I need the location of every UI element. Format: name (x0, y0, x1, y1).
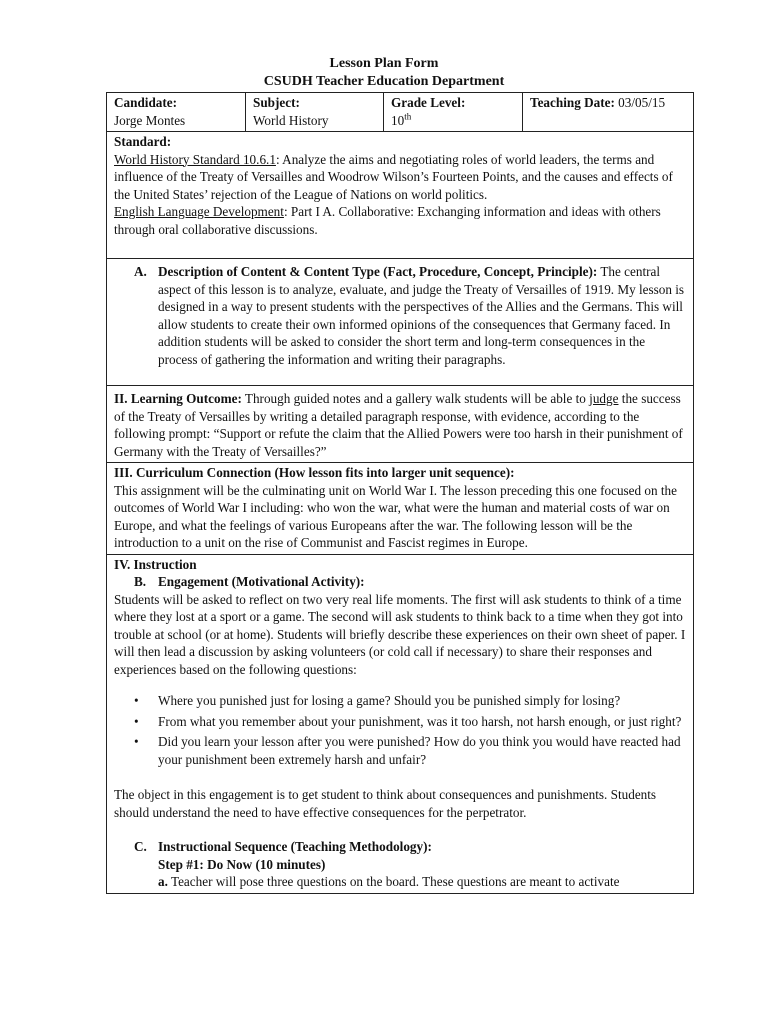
section-a-item (114, 263, 687, 368)
section-a-marker: A. (134, 264, 147, 279)
bullet-icon: • (134, 734, 139, 749)
section-iii-cell (107, 463, 694, 555)
date-label: Teaching Date: (530, 95, 615, 110)
bullet-icon: • (134, 693, 139, 708)
section-ii-paragraph (114, 390, 687, 460)
step-1-item-a (114, 873, 687, 891)
engagement-objective: The object in this engagement is to get student to think about consequences and punishments. Students should understand the need to have effective consequences for the perpetrator. (114, 787, 657, 820)
candidate-cell (107, 93, 246, 132)
section-a-cell (107, 259, 694, 386)
subject-cell (246, 93, 384, 132)
section-c-marker: C. (134, 839, 147, 854)
section-iv-cell (107, 554, 694, 893)
section-ii-text2: the success of the Treaty of Versailles by writing a detailed paragraph response, with evidence, according to the following prompt: “Support or refute the claim that the Allied Powers were too harsh in their punishment of Germany with the Treaty of Versailles?” (114, 391, 683, 459)
question-text: Where you punished just for losing a game? Should you be punished simply for losing? (158, 693, 621, 708)
judge-word: judge (589, 391, 619, 406)
section-iv-heading: IV. Instruction (114, 556, 197, 572)
info-row (107, 93, 694, 132)
department-title: CSUDH Teacher Education Department (263, 74, 505, 89)
world-history-standard (114, 151, 687, 204)
lesson-plan-document (106, 92, 693, 894)
grade-cell (384, 93, 523, 132)
list-item (114, 713, 687, 731)
question-list (114, 692, 687, 768)
grade-value: 10 (391, 112, 405, 128)
subject-value: World History (253, 112, 329, 128)
step-1-heading: Step #1: Do Now (10 minutes) (158, 856, 326, 872)
candidate-label: Candidate: (114, 95, 178, 110)
section-ii-cell (107, 386, 694, 463)
section-a-body: The central aspect of this lesson is to analyze, evaluate, and judge the Treaty of Versailles of 1919. My lesson is designed in a way to present students with the perspectives of the Allies and the Germans. This will allow students to create their own informed opinions of the consequences that Germany faced. In addition students will be asked to consider the short term and long-term consequences in the process of gathering the information and writing their paragraphs. (158, 264, 685, 367)
section-ii-heading: II. Learning Outcome: (114, 391, 242, 406)
form-title: Lesson Plan Form (329, 56, 439, 71)
lesson-plan-table (106, 92, 694, 894)
standard-row (107, 132, 694, 259)
section-ii-row (107, 386, 694, 463)
section-c-item (114, 838, 687, 856)
list-item (114, 692, 687, 710)
candidate-value: Jorge Montes (114, 112, 186, 128)
question-text: From what you remember about your punishment, was it too harsh, not harsh enough, or just right? (158, 713, 682, 729)
standard-cell (107, 132, 694, 259)
grade-label: Grade Level: (391, 95, 466, 110)
section-a-content (158, 263, 687, 368)
section-iii-row (107, 463, 694, 555)
section-iii-body: This assignment will be the culminating unit on World War I. The lesson preceding this one focused on the outcomes of World War I including: who won the war, what were the human and material costs of war on Europe, and what the feelings of various Europeans after the war. The following lesson will be the introduction to a unit on the rise of Communist and Fascist regimes in Europe. (114, 482, 678, 550)
subject-label: Subject: (253, 95, 300, 110)
list-item (114, 733, 687, 768)
section-ii-text1: Through guided notes and a gallery walk students will be able to (241, 391, 590, 406)
step-1-a-text: Teacher will pose three questions on the board. These questions are meant to activate (167, 874, 620, 889)
step-1-a-marker: a. (158, 874, 168, 889)
section-b-marker: B. (134, 574, 147, 589)
grade-suffix: th (404, 111, 412, 122)
world-history-standard-text: : Analyze the aims and negotiating roles of world leaders, the terms and influence of the Treaty of Versailles and Woodrow Wilson’s Fourteen Points, and the causes and effects of the United States’ rejection of the League of Nations on world politics. (114, 151, 673, 202)
eld-standard-link[interactable]: English Language Development (114, 204, 284, 219)
eld-standard (114, 203, 687, 238)
section-a-row (107, 259, 694, 386)
grade-value-wrap (391, 112, 516, 130)
section-b-heading: Engagement (Motivational Activity): (158, 574, 365, 589)
eld-standard-text: : Part I A. Collaborative: Exchanging information and ideas with others through oral collaborative discussions. (114, 204, 661, 237)
date-cell (523, 93, 694, 132)
question-text: Did you learn your lesson after you were punished? How do you think you would have reacted had your punishment been extremely harsh and unfair? (158, 734, 681, 767)
section-iv-row (107, 554, 694, 893)
section-iii-heading: III. Curriculum Connection (How lesson fits into larger unit sequence): (114, 465, 515, 480)
engagement-body: Students will be asked to reflect on two very real life moments. The first will ask students to think of a time where they lost at a sport or a game. The second will ask students to think back to a time when they got into trouble at school (or at home). Students will briefly describe these experiences on their own sheet of paper. I will then lead a discussion by asking volunteers (or cold call if necessary) to share their responses and experiences based on the following questions: (114, 591, 686, 677)
form-header (0, 55, 768, 91)
bullet-icon: • (134, 713, 139, 729)
standard-heading: Standard: (114, 134, 172, 149)
date-value: 03/05/15 (614, 95, 666, 110)
section-a-heading: Description of Content & Content Type (Fact, Procedure, Concept, Principle): (158, 264, 598, 279)
section-b-item (114, 573, 687, 591)
world-history-standard-link[interactable]: World History Standard 10.6.1 (114, 151, 276, 167)
section-c-heading: Instructional Sequence (Teaching Methodology): (158, 839, 432, 854)
